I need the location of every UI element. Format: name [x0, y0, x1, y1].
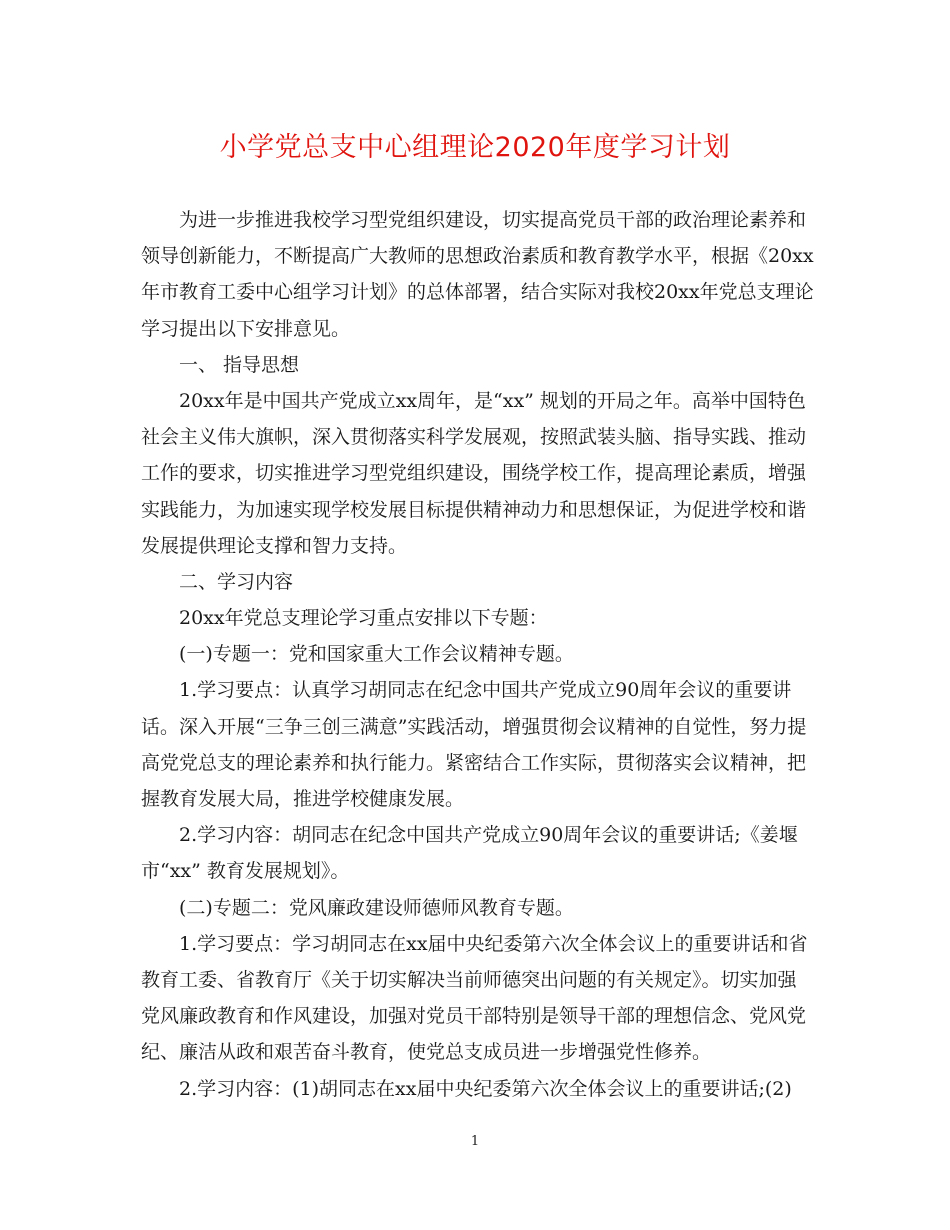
body-line: 1.学习要点：学习胡同志在xx届中央纪委第六次全体会议上的重要讲话和省	[179, 932, 808, 955]
body-line: 高党党总支的理论素养和执行能力。紧密结合工作实际，贯彻落实会议精神，把	[141, 751, 807, 774]
body-line: 二、学习内容	[179, 570, 294, 593]
page-number: 1	[470, 1134, 480, 1149]
body-line: 2.学习内容：(1)胡同志在xx届中央纪委第六次全体会议上的重要讲话;(2)	[179, 1077, 792, 1100]
body-line: 市“xx” 教育发展规划》。	[141, 860, 350, 883]
document-title: 小学党总支中心组理论2020年度学习计划	[219, 132, 731, 163]
body-line: (二)专题二：党风廉政建设师德师风教育专题。	[179, 896, 574, 919]
body-line: 握教育发展大局，推进学校健康发展。	[141, 788, 465, 810]
body-line: 工作的要求，切实推进学习型党组织建设，围绕学校工作，提高理论素质，增强	[141, 462, 807, 485]
body-line: 学习提出以下安排意见。	[141, 317, 351, 340]
document-body	[141, 202, 817, 1107]
body-line: 领导创新能力，不断提高广大教师的思想政治素质和教育教学水平，根据《20xx	[141, 245, 814, 268]
body-line: 1.学习要点：认真学习胡同志在纪念中国共产党成立90周年会议的重要讲	[179, 679, 792, 702]
body-line: 20xx年党总支理论学习重点安排以下专题：	[179, 607, 548, 630]
body-line: 发展提供理论支撑和智力支持。	[141, 534, 408, 557]
body-line: (一)专题一：党和国家重大工作会议精神专题。	[179, 643, 574, 666]
body-line: 一、 指导思想	[179, 353, 300, 376]
body-line: 教育工委、省教育厅《关于切实解决当前师德突出问题的有关规定》。切实加强	[141, 968, 797, 991]
body-line: 纪、廉洁从政和艰苦奋斗教育，使党总支成员进一步增强党性修养。	[141, 1041, 712, 1064]
body-line: 话。深入开展“三争三创三满意”实践活动，增强贯彻会议精神的自觉性，努力提	[141, 715, 807, 738]
body-line: 2.学习内容：胡同志在纪念中国共产党成立90周年会议的重要讲话;《姜堰	[179, 824, 798, 847]
body-line: 社会主义伟大旗帜，深入贯彻落实科学发展观，按照武装头脑、指导实践、推动	[141, 426, 807, 449]
body-line: 实践能力，为加速实现学校发展目标提供精神动力和思想保证，为促进学校和谐	[141, 498, 807, 521]
body-line: 20xx年是中国共产党成立xx周年，是“xx” 规划的开局之年。高举中国特色	[179, 389, 806, 412]
body-line: 年市教育工委中心组学习计划》的总体部署，结合实际对我校20xx年党总支理论	[141, 281, 814, 304]
body-line: 为进一步推进我校学习型党组织建设，切实提高党员干部的政治理论素养和	[179, 209, 807, 231]
body-line: 党风廉政教育和作风建设，加强对党员干部特别是领导干部的理想信念、党风党	[141, 1005, 807, 1028]
